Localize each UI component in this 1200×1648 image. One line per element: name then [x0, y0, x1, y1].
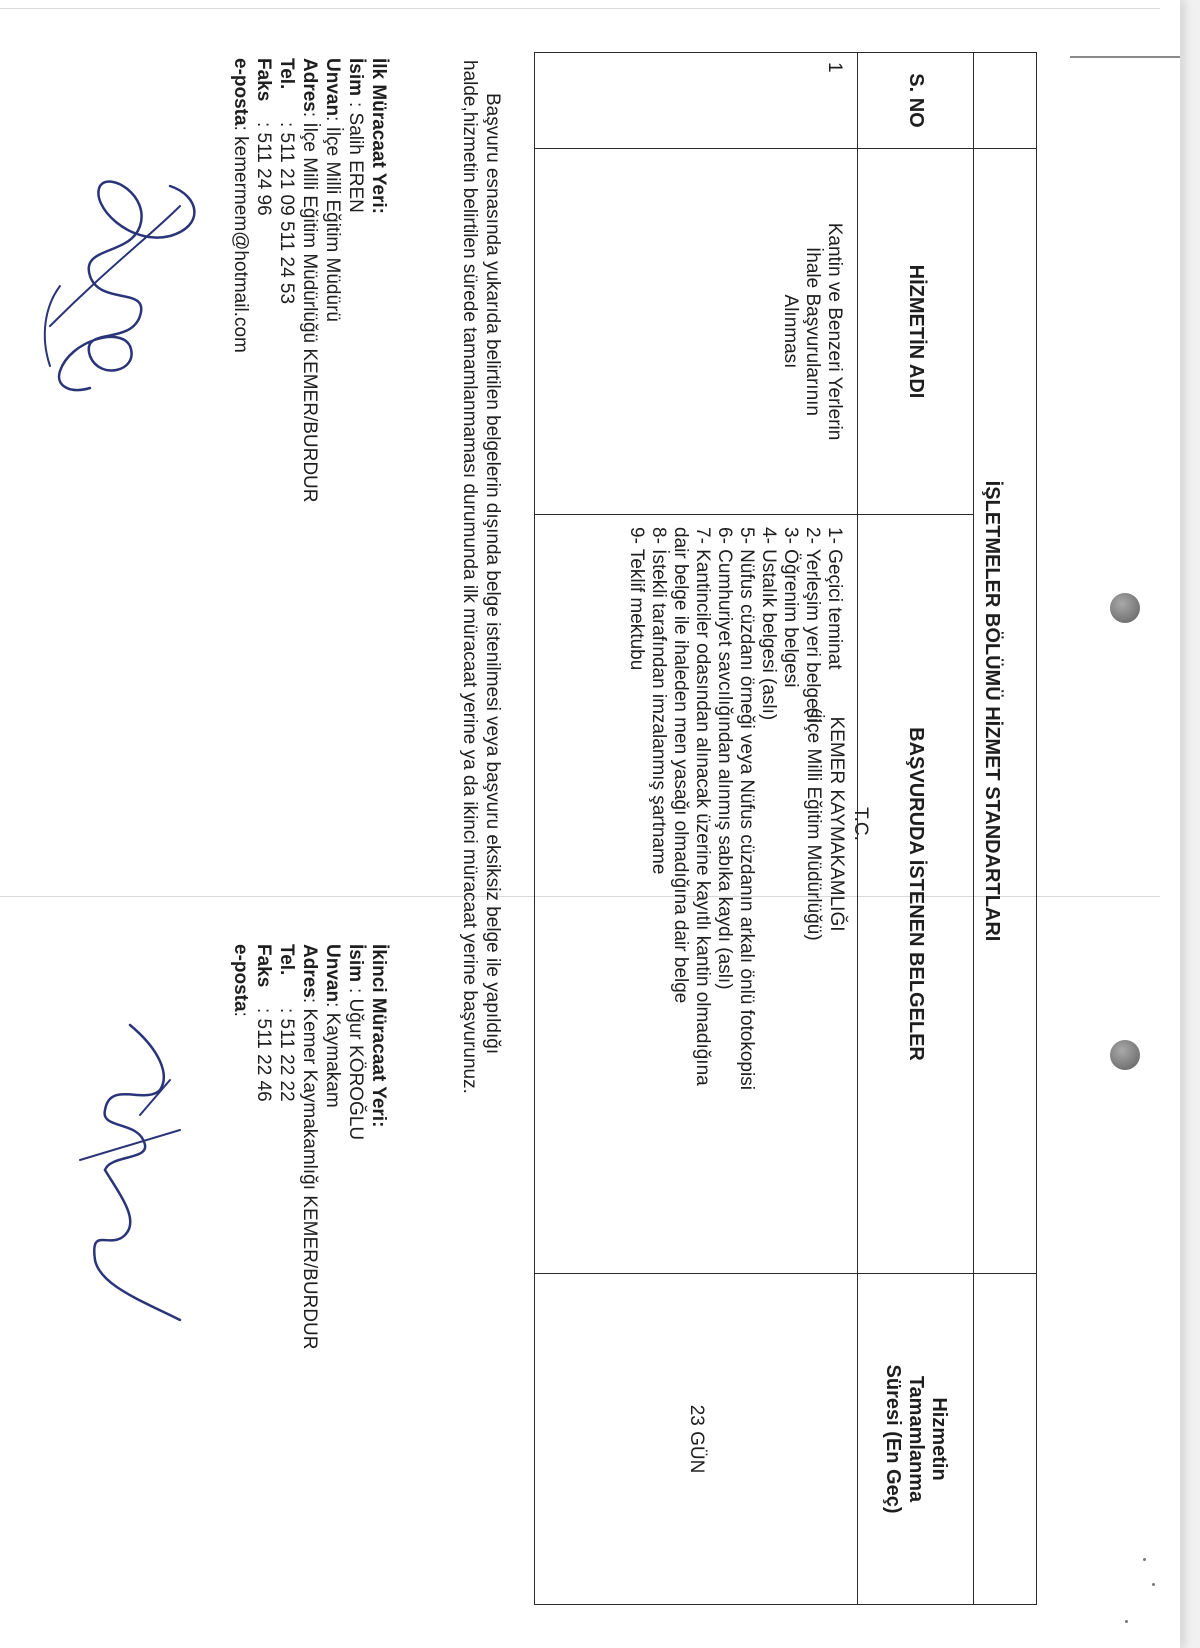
document-item: 9- Teklif mektubu: [626, 527, 647, 671]
document-item: dair belge ile ihaleden men yasağı olmadığına dair belge: [670, 527, 691, 1004]
first-contact-fax: : 511 24 96: [253, 122, 274, 216]
service-standards-table: [534, 52, 1037, 1605]
address-label: Adres: [299, 944, 320, 998]
name-label: İsim: [345, 944, 366, 983]
service-name-line: Kantin ve Benzeri Yerlerin: [824, 222, 845, 441]
row-service-name: [535, 149, 858, 515]
second-contact-tel: : 511 22 22: [276, 1008, 297, 1102]
row-documents: [535, 515, 858, 1274]
document-item: 1- Geçici teminat: [824, 527, 845, 670]
service-name-line: Alınması: [780, 294, 801, 369]
second-contact-name: : Uğur KÖROĞLU: [345, 988, 366, 1141]
document-item: 2- Yerleşim yeri belgesi: [802, 527, 823, 723]
first-contact-email: : kemermem@hotmail.com: [230, 125, 251, 353]
email-label: e-posta: [230, 58, 251, 126]
document-item: 8- İstekli tarafından imzalanmış şartname: [648, 527, 669, 875]
first-contact-title-value: : İlçe Milli Eğitim Müdürü: [322, 116, 343, 322]
column-header-time: [858, 1274, 974, 1605]
second-signature-drawing: [60, 1020, 200, 1340]
header-line-2: KEMER KAYMAKAMLIĞI: [826, 716, 847, 932]
first-contact-tel: : 511 21 09 511 24 53: [276, 122, 297, 305]
column-header-sno: S. NO: [858, 53, 974, 149]
service-name-line: İhale Başvurularının: [802, 247, 823, 416]
table-row: [535, 53, 858, 1605]
address-label: Adres: [299, 58, 320, 112]
note-line: Başvuru esnasında yukarıda belirtilen belgelerin dışında belge istenilmesi veya başvuru eksiksiz belge ile yapıldığı: [482, 93, 503, 1055]
column-header-service-name: HİZMETİN ADI: [858, 149, 974, 515]
tel-label: Tel.: [276, 944, 297, 976]
title-label: Unvan: [322, 944, 343, 1003]
column-header-time-line: Süresi (En Geç): [882, 1364, 904, 1514]
tel-label: Tel.: [276, 58, 297, 90]
email-label: e-posta: [230, 944, 251, 1012]
document-item: 4- Ustalık belgesi (aslı): [758, 527, 779, 721]
name-label: İsim: [345, 58, 366, 97]
document-item: 6- Cumhuriyet savcılığından alınmış sabıka kaydı (aslı): [714, 527, 735, 990]
application-note: [458, 60, 504, 1603]
second-contact-title: İkinci Müracaat Yeri:: [368, 944, 389, 1128]
fax-label: Faks: [253, 944, 274, 988]
first-contact-title: İlk Müracaat Yeri:: [368, 58, 389, 214]
first-contact-block: [229, 58, 390, 503]
first-contact-address: : İlçe Milli Eğitim Müdürlüğü KEMER/BURDUR: [299, 111, 320, 503]
second-contact-address: : Kemer Kaymakamlığı KEMER/BURDUR: [299, 997, 320, 1350]
document-item: 3- Öğrenim belgesi: [780, 527, 801, 688]
column-header-time-line: Hizmetin: [928, 1397, 950, 1481]
title-label: Unvan: [322, 58, 343, 117]
note-line: halde,hizmetin belirtilen sürede tamamlanmaması durumunda ilk müracaat yerine ya da ikinci müracaat yerine başvurunuz.: [459, 60, 480, 1094]
second-contact-block: [229, 944, 390, 1349]
header-line-3: (İlçe Milli Eğitim Müdürlüğü): [803, 707, 824, 941]
second-contact-title-value: : Kaymakam: [322, 1002, 343, 1108]
row-completion-time: 23 GÜN: [535, 1274, 858, 1605]
first-signature-drawing: [30, 166, 210, 396]
first-contact-name: : Salih EREN: [345, 102, 366, 213]
row-sno: 1: [535, 53, 858, 149]
second-contact-email: :: [230, 1011, 251, 1017]
table-title: İŞLETMELER BÖLÜMÜ HİZMET STANDARTLARI: [974, 149, 1037, 1274]
header-line-1: T.C.: [850, 807, 871, 841]
document-item: 7- Kantinciler odasından alınacak üzerine kayıtlı kantin olmadığına: [692, 527, 713, 1086]
column-header-documents: BAŞVURUDA İSTENEN BELGELER: [858, 515, 974, 1274]
fax-label: Faks: [253, 58, 274, 102]
document-item: 5- Nüfus cüzdanı örneği veya Nüfus cüzdanın arkalı önlü fotokopisi: [736, 527, 757, 1090]
column-header-time-line: Tamamlanma: [905, 1375, 927, 1503]
second-contact-fax: : 511 22 46: [253, 1008, 274, 1102]
